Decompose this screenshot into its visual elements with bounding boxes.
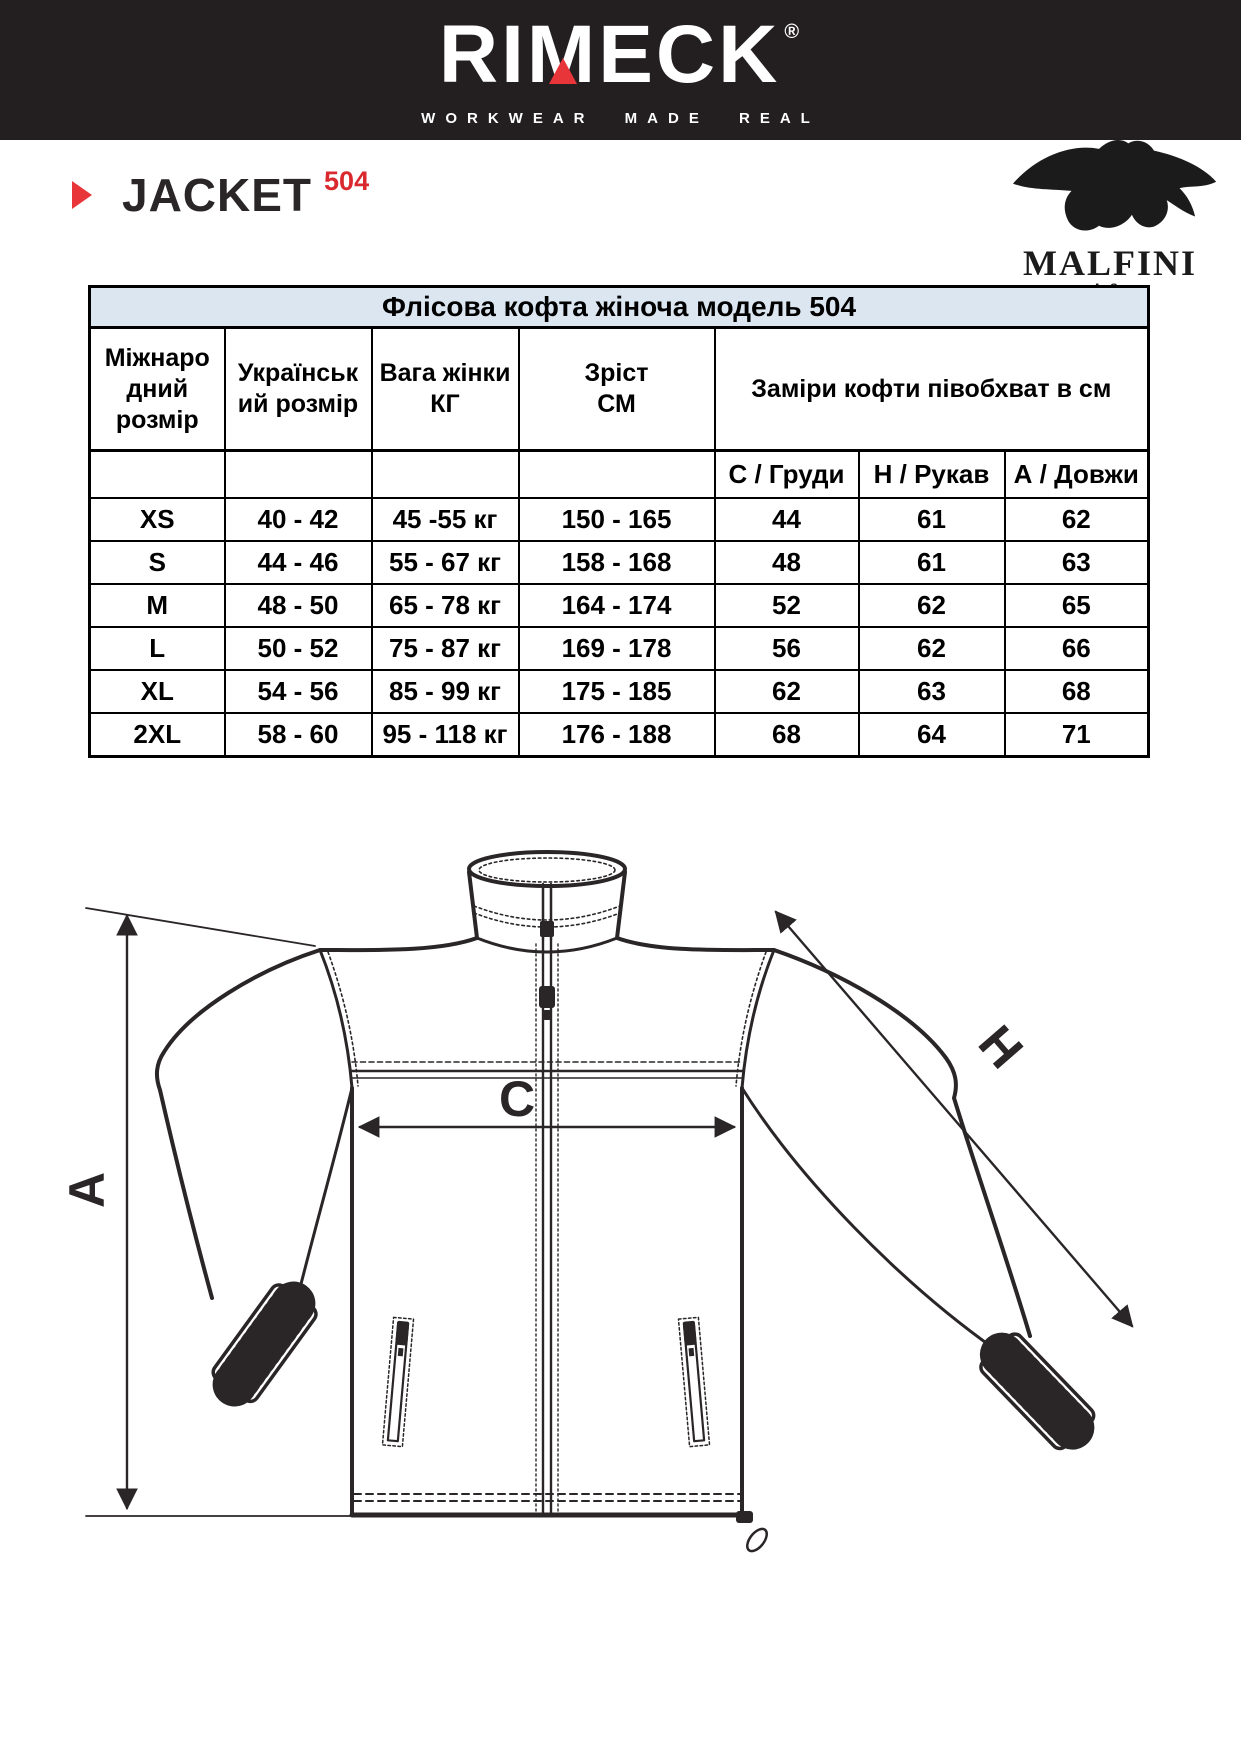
sleeve-arrow (776, 912, 1132, 1326)
height-cell: 169 - 178 (519, 627, 715, 670)
ua-size-cell: 40 - 42 (225, 498, 372, 541)
malfini-name: MALFINI (1023, 243, 1197, 283)
length-label: A (59, 1171, 115, 1209)
left-pocket (382, 1317, 413, 1446)
length-cell: 71 (1005, 713, 1149, 757)
right-pocket (678, 1317, 709, 1446)
sleeve-cell: 64 (859, 713, 1005, 757)
height-cell: 176 - 188 (519, 713, 715, 757)
ua-size-cell: 44 - 46 (225, 541, 372, 584)
sleeve-cell: 61 (859, 541, 1005, 584)
ua-size-cell: 54 - 56 (225, 670, 372, 713)
chest-cell: 48 (715, 541, 859, 584)
length-cell: 68 (1005, 670, 1149, 713)
col-header-height: Зріст СМ (519, 328, 715, 451)
measure-col-header-chest: С / Груди (715, 451, 859, 499)
weight-cell: 85 - 99 кг (372, 670, 519, 713)
size-cell: S (90, 541, 225, 584)
weight-cell: 45 -55 кг (372, 498, 519, 541)
size-cell: L (90, 627, 225, 670)
zipper-slider (539, 986, 555, 1008)
col-header-weight: Вага жінки КГ (372, 328, 519, 451)
table-title: Флісова кофта жіноча модель 504 (90, 287, 1149, 328)
weight-cell: 75 - 87 кг (372, 627, 519, 670)
height-cell: 158 - 168 (519, 541, 715, 584)
brand-letters-eck: ECK (598, 8, 781, 100)
length-cell: 66 (1005, 627, 1149, 670)
sleeve-cell: 61 (859, 498, 1005, 541)
brand-letter-m: M (526, 8, 599, 100)
chest-label: C (498, 1071, 536, 1127)
sleeve-cell: 62 (859, 627, 1005, 670)
size-cell: M (90, 584, 225, 627)
size-cell: XL (90, 670, 225, 713)
collar-opening (469, 852, 625, 886)
size-cell: 2XL (90, 713, 225, 757)
sleeve-cell: 63 (859, 670, 1005, 713)
length-cell: 65 (1005, 584, 1149, 627)
drawcord-loop (743, 1525, 770, 1554)
weight-cell: 65 - 78 кг (372, 584, 519, 627)
height-cell: 164 - 174 (519, 584, 715, 627)
ua-size-cell: 58 - 60 (225, 713, 372, 757)
chest-cell: 68 (715, 713, 859, 757)
front-zipper (543, 886, 551, 1515)
sleeve-cell: 62 (859, 584, 1005, 627)
model-number: 504 (324, 165, 370, 196)
weight-cell: 55 - 67 кг (372, 541, 519, 584)
height-cell: 150 - 165 (519, 498, 715, 541)
sleeve-label: H (967, 1014, 1034, 1079)
brand-tagline: WORKWEAR MADE REAL (421, 109, 820, 127)
right-shoulder (617, 938, 774, 950)
chest-cell: 44 (715, 498, 859, 541)
page-title: JACKET (122, 169, 313, 221)
right-sleeve (774, 950, 1030, 1336)
measure-col-header-length: А / Довжи (1005, 451, 1149, 499)
chest-cell: 56 (715, 627, 859, 670)
brand-letters-ri: RI (438, 8, 527, 100)
measure-group-header: Заміри кофти півобхват в см (715, 328, 1149, 451)
col-header-ukrainian-size: Українськ ий розмір (225, 328, 372, 451)
right-cuff (978, 1331, 1097, 1452)
left-cuff (210, 1282, 319, 1405)
col-header-international-size: Міжнаро дний розмір (90, 328, 225, 451)
left-shoulder (320, 938, 477, 950)
drawcord-toggle (736, 1511, 753, 1523)
weight-cell: 95 - 118 кг (372, 713, 519, 757)
chest-cell: 52 (715, 584, 859, 627)
length-cell: 63 (1005, 541, 1149, 584)
measure-col-header-sleeve: Н / Рукав (859, 451, 1005, 499)
size-cell: XS (90, 498, 225, 541)
left-sleeve (157, 950, 320, 1298)
registered-mark: ® (784, 20, 803, 43)
ua-size-cell: 50 - 52 (225, 627, 372, 670)
ua-size-cell: 48 - 50 (225, 584, 372, 627)
chest-cell: 62 (715, 670, 859, 713)
height-cell: 175 - 185 (519, 670, 715, 713)
length-cell: 62 (1005, 498, 1149, 541)
